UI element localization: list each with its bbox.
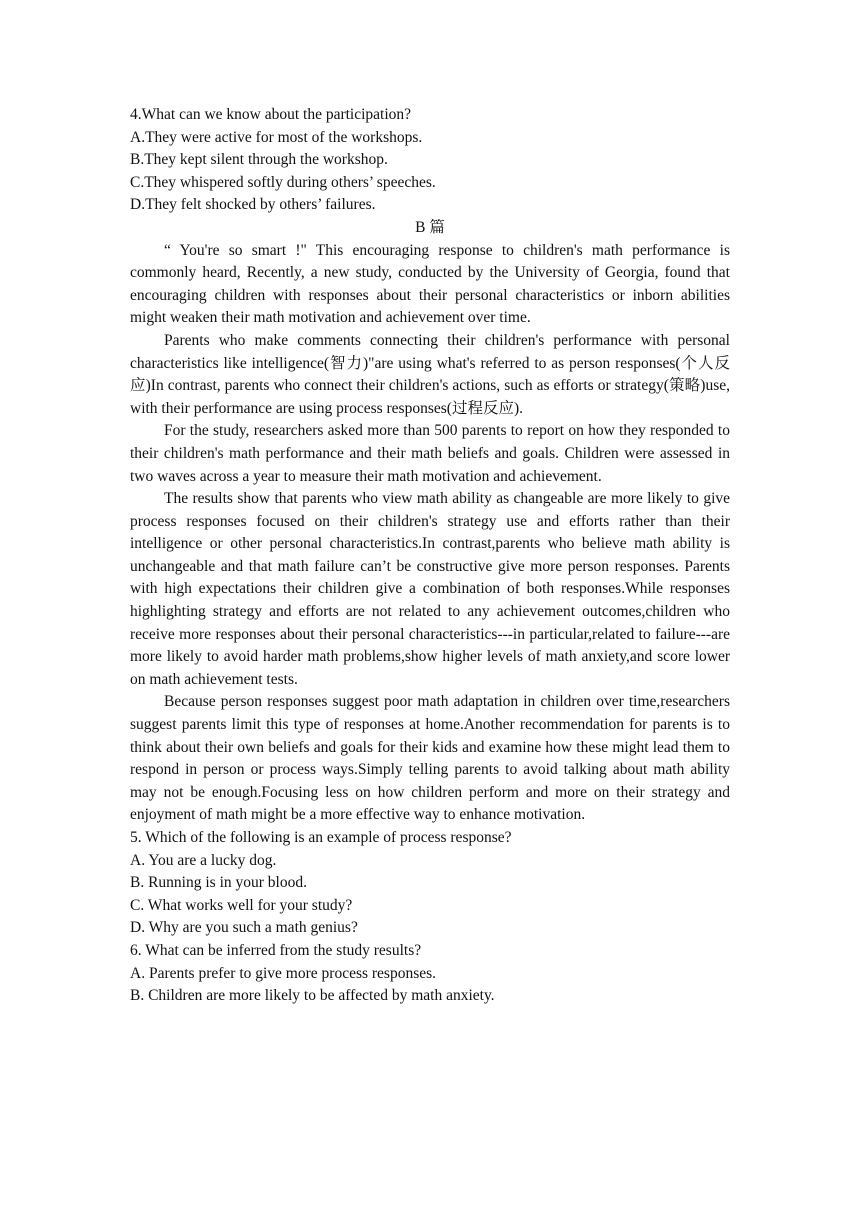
question-5-option-a: A. You are a lucky dog.	[130, 851, 277, 869]
question-6-option-b: B. Children are more likely to be affected by math anxiety.	[130, 987, 495, 1005]
question-5-option-c: C. What works well for your study?	[130, 896, 353, 914]
paragraph-1: “ You're so smart !" This encouraging response to children's math performance is commonly heard, Recently, a new study, conducted by the University of Georgia, found that encouraging children with responses about their personal characteristics or inborn abilities might weaken their math motivation and achievement over time.	[130, 241, 730, 327]
section-title: B 篇	[415, 218, 445, 236]
paragraph-2: Parents who make comments connecting their children's performance with personal characteristics like intelligence(智力)"are using what's referred to as person responses(个人反应)In contrast, parents who connect their children's actions, such as efforts or strategy(策略)use, with their performance are using process responses(过程反应).	[130, 331, 730, 417]
question-6-option-a: A. Parents prefer to give more process responses.	[130, 964, 437, 982]
question-5: 5. Which of the following is an example of process response?	[130, 829, 512, 846]
question-4: 4.What can we know about the participation?	[130, 106, 412, 123]
question-4-option-c: C.They whispered softly during others’ speeches.	[130, 173, 436, 191]
question-4-option-d: D.They felt shocked by others’ failures.	[130, 196, 376, 214]
question-4-option-a: A.They were active for most of the workshops.	[130, 128, 423, 146]
document-page	[130, 104, 730, 1008]
paragraph-4: The results show that parents who view math ability as changeable are more likely to give process responses focused on their children's strategy use and efforts rather than their intelligence or other personal characteristics.In contrast,parents who believe math ability is unchangeable and that math failure can’t be constructive give more person responses. Parents with high expectations their children give a combination of both responses.While responses highlighting strategy and efforts are not related to any achievement outcomes,children who receive more responses about their personal characteristics---in particular,related to failure---are more likely to avoid harder math problems,show higher levels of math anxiety,and score lower on math achievement tests.	[130, 490, 730, 688]
question-5-option-d: D. Why are you such a math genius?	[130, 919, 358, 937]
paragraph-5: Because person responses suggest poor math adaptation in children over time,researchers suggest parents limit this type of responses at home.Another recommendation for parents is to think about their own beliefs and goals for their kids and examine how these might lead them to respond in person or process ways.Simply telling parents to avoid talking about math ability may not be enough.Focusing less on how children perform and more on their strategy and enjoyment of math might be a more effective way to enhance motivation.	[130, 693, 730, 824]
paragraph-3: For the study, researchers asked more than 500 parents to report on how they responded to their children's math performance and their math beliefs and goals. Children were assessed in two waves across a year to measure their math motivation and achievement.	[130, 422, 730, 485]
question-4-option-b: B.They kept silent through the workshop.	[130, 151, 388, 169]
question-6: 6. What can be inferred from the study results?	[130, 941, 422, 959]
question-5-option-b: B. Running is in your blood.	[130, 874, 307, 892]
